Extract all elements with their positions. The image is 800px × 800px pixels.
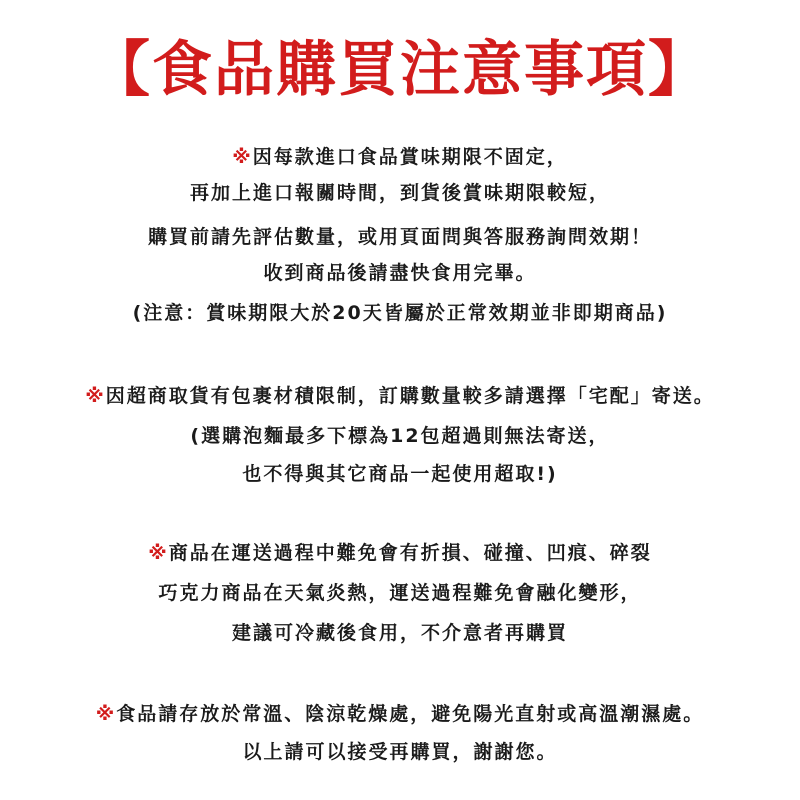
reference-mark: ※ <box>232 146 253 168</box>
notice-line: 建議可冷藏後食用，不介意者再購買 <box>231 622 568 644</box>
notice-line: 購買前請先評估數量，或用頁面問與答服務詢問效期！ <box>147 226 652 248</box>
notice-line <box>0 142 800 172</box>
notice-line <box>0 699 800 729</box>
notice-line <box>0 381 800 411</box>
notice-title: 【食品購買注意事項】 <box>90 35 710 105</box>
notice-line: 巧克力商品在天氣炎熱，運送過程難免會融化變形， <box>158 582 642 604</box>
reference-mark: ※ <box>85 385 106 407</box>
line-text: 因每款進口食品賞味期限不固定， <box>252 146 568 168</box>
reference-mark: ※ <box>95 703 117 725</box>
notice-line: 也不得與其它商品一起使用超取!) <box>242 463 558 485</box>
notice-line <box>0 538 800 568</box>
notice-line: 收到商品後請盡快食用完畢。 <box>263 262 537 284</box>
reference-mark: ※ <box>148 542 169 564</box>
notice-line: 再加上進口報關時間，到貨後賞味期限較短， <box>189 182 610 204</box>
notice-line: 以上請可以接受再購買，謝謝您。 <box>242 741 558 763</box>
notice-line: (選購泡麵最多下標為12包超過則無法寄送， <box>190 425 610 447</box>
line-text: 因超商取貨有包裹材積限制，訂購數量較多請選擇「宅配」寄送。 <box>105 385 715 407</box>
line-text: 食品請存放於常溫、陰涼乾燥處，避免陽光直射或高溫潮濕處。 <box>116 703 705 725</box>
line-text: 商品在運送過程中難免會有折損、碰撞、凹痕、碎裂 <box>168 542 652 564</box>
notice-line: (注意：賞味期限大於20天皆屬於正常效期並非即期商品) <box>132 302 668 324</box>
